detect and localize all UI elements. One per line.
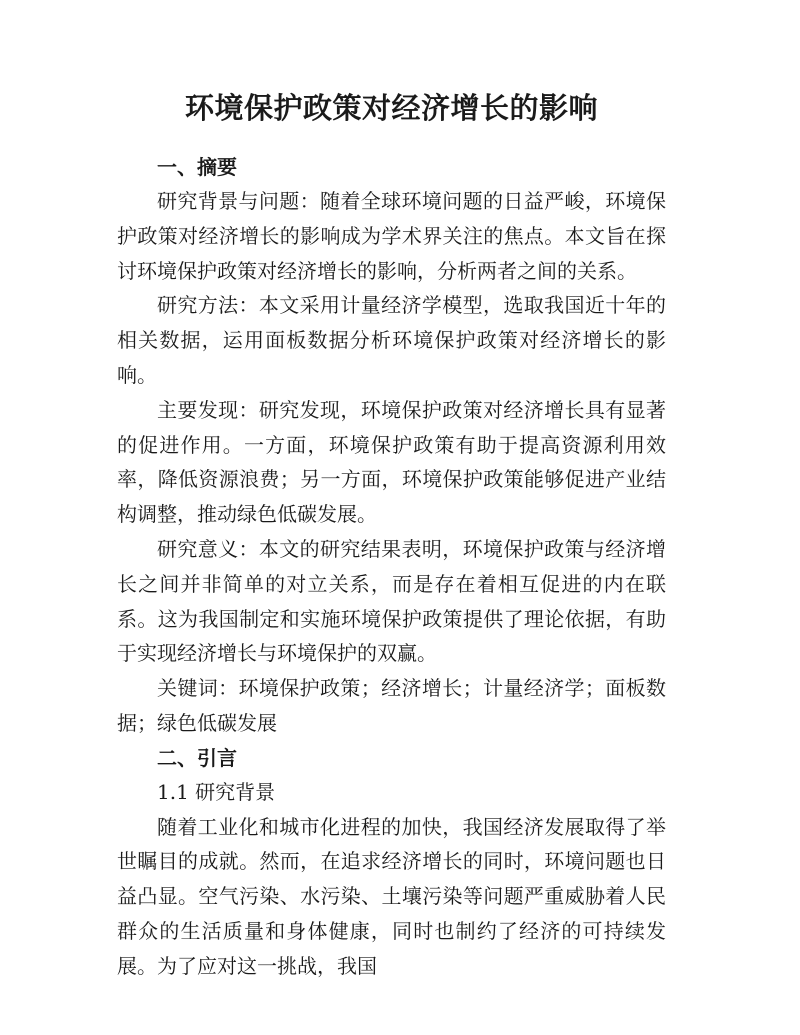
- intro-background-paragraph: 随着工业化和城市化进程的加快，我国经济发展取得了举世瞩目的成就。然而，在追求经济增长的同时，环境问题也日益凸显。空气污染、水污染、土壤污染等问题严重威胁着人民群众的生活质量和身体健康，同时也制约了经济的可持续发展。为了应对这一挑战，我国: [117, 814, 666, 978]
- keywords-paragraph: 关键词：环境保护政策；经济增长；计量经济学；面板数据；绿色低碳发展: [117, 676, 666, 735]
- intro-heading: 二、引言: [157, 745, 237, 770]
- document-page: [117, 88, 666, 984]
- abstract-method-paragraph: 研究方法：本文采用计量经济学模型，选取我国近十年的相关数据，运用面板数据分析环境保护政策对经济增长的影响。: [117, 293, 666, 387]
- abstract-heading: 一、摘要: [157, 155, 237, 179]
- abstract-findings-paragraph: 主要发现：研究发现，环境保护政策对经济增长具有显著的促进作用。一方面，环境保护政策有助于提高资源利用效率，降低资源浪费；另一方面，环境保护政策能够促进产业结构调整，推动绿色低碳发展。: [117, 397, 666, 527]
- abstract-significance-paragraph: 研究意义：本文的研究结果表明，环境保护政策与经济增长之间并非简单的对立关系，而是存在着相互促进的内在联系。这为我国制定和实施环境保护政策提供了理论依据，有助于实现经济增长与环境保护的双赢。: [117, 536, 666, 666]
- document-title: 环境保护政策对经济增长的影响: [184, 91, 598, 125]
- intro-subheading: 1.1 研究背景: [157, 779, 276, 804]
- abstract-background-paragraph: 研究背景与问题：随着全球环境问题的日益严峻，环境保护政策对经济增长的影响成为学术界关注的焦点。本文旨在探讨环境保护政策对经济增长的影响，分析两者之间的关系。: [117, 189, 666, 283]
